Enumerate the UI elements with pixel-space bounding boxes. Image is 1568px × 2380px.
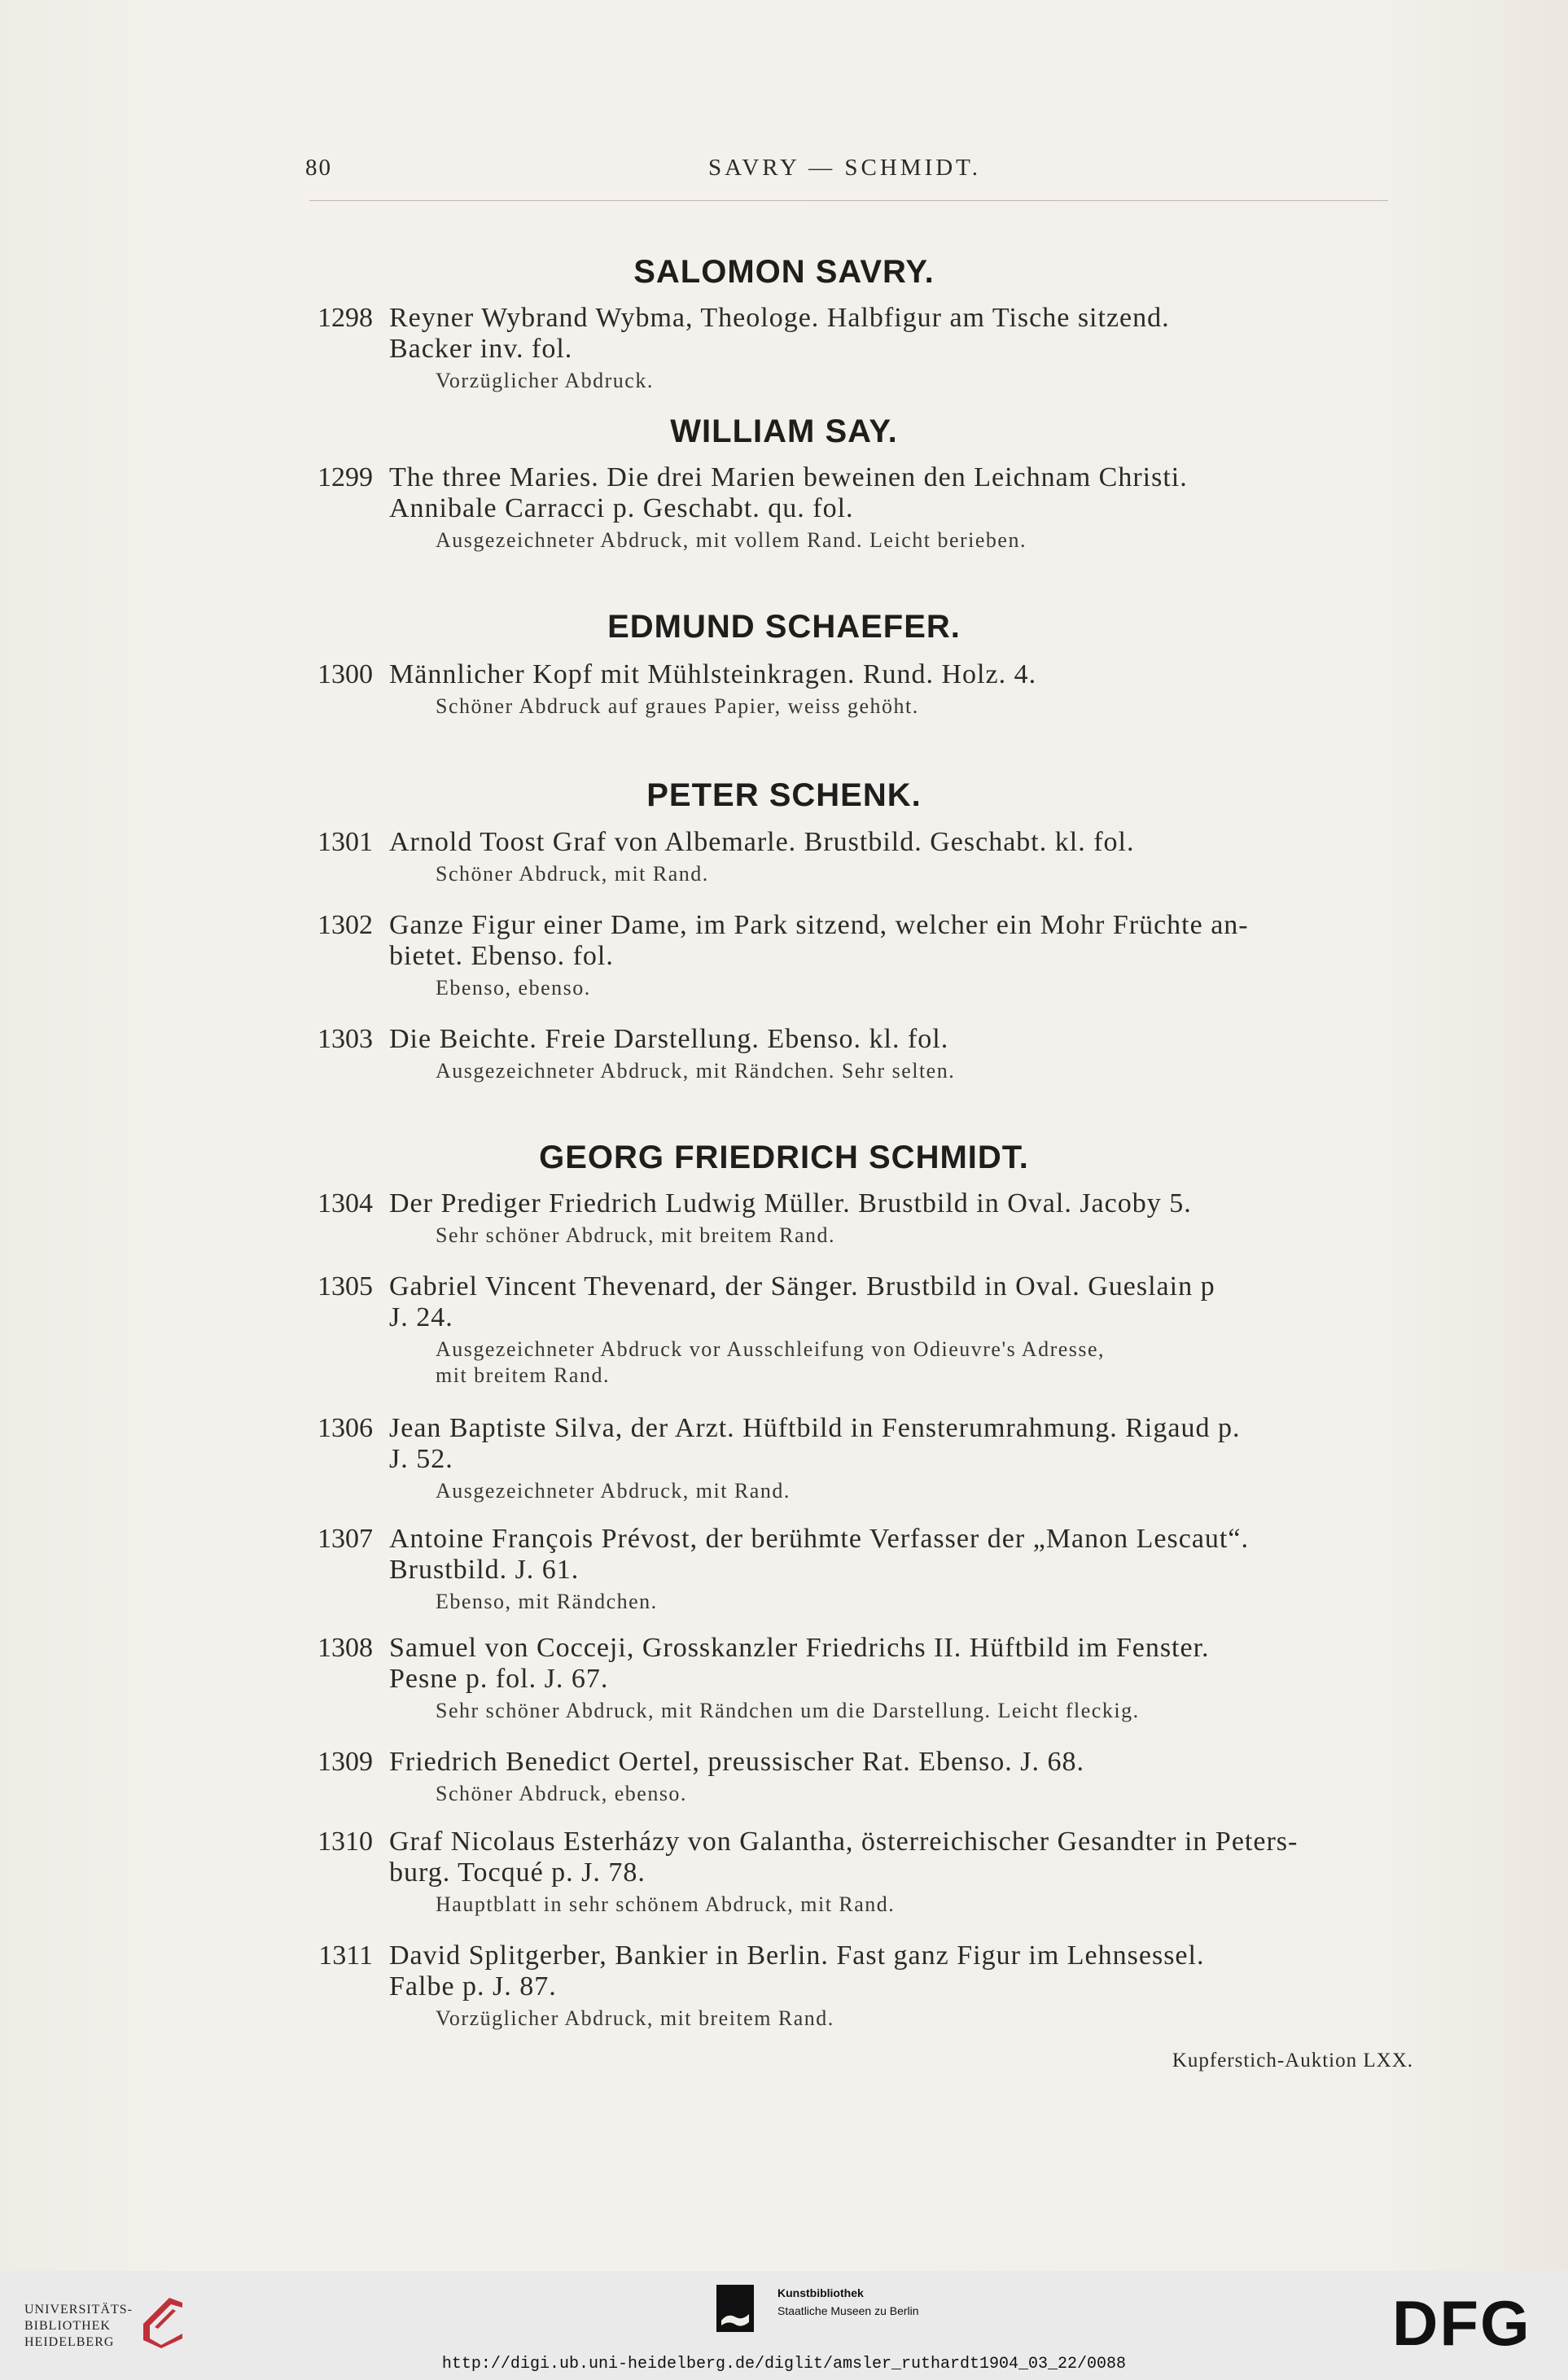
entry-note: Ebenso, ebenso. [436,976,591,1000]
entry-note: Ausgezeichneter Abdruck, mit vollem Rand. Leicht berieben. [436,528,1027,552]
entry-note: Schöner Abdruck, mit Rand. [436,862,709,886]
entry-line: Jean Baptiste Silva, der Arzt. Hüftbild in Fensterumrahmung. Rigaud p. [389,1413,1241,1443]
entry-number: 1303 [318,1024,373,1054]
entry-line: Antoine François Prévost, der berühmte Verfasser der „Manon Lescaut“. [389,1524,1249,1554]
entry-number: 1306 [318,1413,373,1443]
page-number: 80 [305,155,332,181]
entry-note: Ausgezeichneter Abdruck, mit Rändchen. Sehr selten. [436,1059,956,1083]
entry-number: 1308 [318,1633,373,1663]
kunstbibliothek-logo-icon [716,2285,754,2332]
entry-note: Schöner Abdruck auf graues Papier, weiss gehöht. [436,694,919,718]
entry-line: Backer inv. fol. [389,334,573,364]
entry-description [389,1024,1407,1055]
entry-note-line: mit breitem Rand. [436,1363,610,1387]
entry-line: Pesne p. fol. J. 67. [389,1664,609,1694]
kunstbibliothek-label [777,2284,919,2320]
entry-line: Ganze Figur einer Dame, im Park sitzend, welcher ein Mohr Früchte an- [389,910,1249,940]
ub-heidelberg-logo-icon [137,2291,189,2350]
entry-description [389,1413,1407,1475]
artist-heading: WILLIAM SAY. [670,413,898,449]
entry-description [389,1271,1407,1333]
artist-heading: SALOMON SAVRY. [633,254,935,290]
entry-line: Samuel von Cocceji, Grosskanzler Friedrichs II. Hüftbild im Fenster. [389,1633,1210,1663]
entry-line: Annibale Carracci p. Geschabt. qu. fol. [389,493,854,523]
ub-line: BIBLIOTHEK [24,2319,111,2333]
entry-description [389,659,1407,690]
running-title: SAVRY — SCHMIDT. [708,155,981,181]
header-rule [309,200,1388,201]
dfg-logo: DFG [1392,2287,1531,2359]
entry-number: 1304 [318,1188,373,1218]
entry-note: Hauptblatt in sehr schönem Abdruck, mit Rand. [436,1892,896,1916]
entry-description [389,462,1407,524]
ub-line: HEIDELBERG [24,2335,115,2349]
entry-description [389,1524,1407,1586]
entry-line: David Splitgerber, Bankier in Berlin. Fast ganz Figur im Lehnsessel. [389,1940,1205,1971]
signature-line: Kupferstich-Auktion LXX. [1172,2050,1413,2072]
entry-line: burg. Tocqué p. J. 78. [389,1857,646,1888]
entry-description [389,1188,1407,1219]
entry-number: 1307 [318,1524,373,1554]
kb-subtitle: Staatliche Museen zu Berlin [777,2304,919,2317]
entry-note: Ebenso, mit Rändchen. [436,1590,658,1613]
entry-line: Der Prediger Friedrich Ludwig Müller. Brustbild in Oval. Jacoby 5. [389,1188,1192,1218]
entry-description [389,1827,1407,1888]
ub-heidelberg-label [24,2302,133,2351]
entry-description [389,303,1407,365]
entry-note: Schöner Abdruck, ebenso. [436,1782,687,1805]
entry-number: 1309 [318,1747,373,1777]
entry-description [389,910,1407,972]
entry-description [389,827,1407,858]
entry-note: Vorzüglicher Abdruck, mit breitem Rand. [436,2006,834,2030]
entry-line: Graf Nicolaus Esterházy von Galantha, österreichischer Gesandter in Peters- [389,1827,1299,1857]
entry-description [389,1747,1407,1778]
entry-number: 1298 [318,303,373,333]
entry-note-line: Ausgezeichneter Abdruck vor Ausschleifung von Odieuvre's Adresse, [436,1337,1106,1361]
artist-heading: EDMUND SCHAEFER. [607,609,961,645]
entry-number: 1299 [318,462,373,492]
entry-note: Vorzüglicher Abdruck. [436,369,654,392]
kb-title: Kunstbibliothek [777,2286,864,2299]
entry-number: 1300 [318,659,373,689]
entry-number: 1310 [318,1827,373,1857]
entry-line: Die Beichte. Freie Darstellung. Ebenso. kl. fol. [389,1024,949,1054]
source-url-link[interactable]: http://digi.ub.uni-heidelberg.de/diglit/amsler_ruthardt1904_03_22/0088 [441,2355,1127,2373]
entry-line: Friedrich Benedict Oertel, preussischer Rat. Ebenso. J. 68. [389,1747,1085,1777]
entry-line: bietet. Ebenso. fol. [389,941,614,971]
entry-line: J. 24. [389,1302,453,1332]
entry-line: J. 52. [389,1444,453,1474]
entry-line: Gabriel Vincent Thevenard, der Sänger. Brustbild in Oval. Gueslain p [389,1271,1215,1302]
entry-line: Falbe p. J. 87. [389,1971,557,2002]
entry-number: 1311 [318,1940,373,1971]
entry-number: 1302 [318,910,373,940]
entry-note: Sehr schöner Abdruck, mit breitem Rand. [436,1223,836,1247]
entry-description [389,1940,1407,2002]
entry-line: The three Maries. Die drei Marien beweinen den Leichnam Christi. [389,462,1188,492]
entry-number: 1301 [318,827,373,857]
artist-heading: GEORG FRIEDRICH SCHMIDT. [539,1140,1029,1175]
entry-line: Arnold Toost Graf von Albemarle. Brustbild. Geschabt. kl. fol. [389,827,1135,857]
entry-note: Ausgezeichneter Abdruck, mit Rand. [436,1479,791,1503]
entry-line: Brustbild. J. 61. [389,1555,580,1585]
entry-description [389,1633,1407,1695]
entry-line: Reyner Wybrand Wybma, Theologe. Halbfigur am Tische sitzend. [389,303,1170,333]
entry-note [436,1337,1413,1389]
entry-line: Männlicher Kopf mit Mühlsteinkragen. Rund. Holz. 4. [389,659,1037,689]
entry-number: 1305 [318,1271,373,1302]
artist-heading: PETER SCHENK. [646,777,922,813]
entry-note: Sehr schöner Abdruck, mit Rändchen um die Darstellung. Leicht fleckig. [436,1699,1140,1722]
ub-line: UNIVERSITÄTS- [24,2303,133,2317]
